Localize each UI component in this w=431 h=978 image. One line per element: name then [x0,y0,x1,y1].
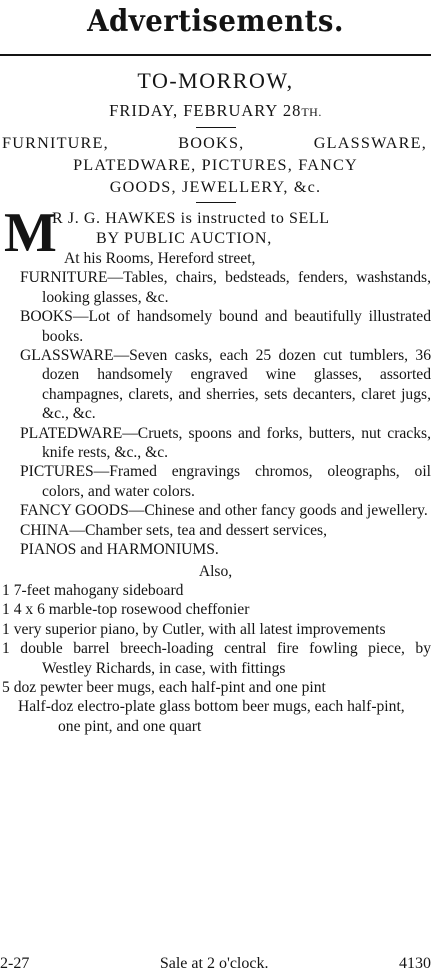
short-divider [196,127,236,128]
masthead-title: Advertisements. [87,4,344,39]
also-heading: Also, [198,562,233,580]
lot-books: BOOKS—Lot of handsomely bound and beautifully illustrated books. [20,308,431,345]
footer-date-code: 2-27 [0,955,30,972]
goods-summary [0,132,431,198]
sale-item-piano: 1 very superior piano, by Cutler, with all latest improvements [2,620,386,638]
lot-furniture: FURNITURE—Tables, chairs, bedsteads, fenders, washstands, looking glasses, &c. [20,269,431,306]
goods-summary-line1 [0,132,431,154]
masthead-rule [0,54,431,56]
sale-item-fowling-piece: 1 double barrel breech-loading central fire fowling piece, by Westley Richards, in case, with fittings [2,640,431,677]
sale-item-electroplate-mugs: Half-doz electro-plate glass bottom beer mugs, each half-pint, one pint, and one quart [18,698,405,735]
lot-pictures: PICTURES—Framed engravings chromos, oleographs, oil colors, and water colors. [20,463,431,500]
short-divider-2 [196,202,236,203]
auction-intro [0,202,431,268]
lot-platedware: PLATEDWARE—Cruets, spoons and forks, butters, nut cracks, knife rests, &c., &c. [20,424,431,462]
footer-sale-time: Sale at 2 o'clock. [159,955,269,972]
advert-footer [0,954,431,973]
sale-date-suffix: TH. [301,105,322,119]
goods-glassware: GLASSWARE, [313,134,427,152]
sale-item-pewter-mugs: 5 doz pewter beer mugs, each half-pint and one pint [2,678,326,696]
lot-china: CHINA—Chamber sets, tea and dessert services, [20,521,328,539]
lot-pianos: PIANOS and HARMONIUMS. [20,541,219,559]
lot-glassware: GLASSWARE—Seven casks, each 25 dozen cut tumblers, 36 dozen handsomely engraved wine glasses, assorted champagnes, clarets, and sherries, sets decanters, claret jugs, &c., &c. [20,347,431,423]
intro-line-1: R J. G. HAWKES is instructed to SELL [52,210,330,227]
goods-summary-line2: PLATEDWARE, PICTURES, FANCY [73,156,358,174]
goods-summary-line3: GOODS, JEWELLERY, &c. [109,178,322,196]
drop-cap-letter: M [4,202,57,264]
sale-date-heading [0,100,431,123]
intro-line-3: At his Rooms, Hereford street, [64,250,256,267]
sale-item-cheffonier: 1 4 x 6 marble-top rosewood cheffonier [2,601,250,619]
lot-fancy-goods: FANCY GOODS—Chinese and other fancy goods and jewellery. [20,502,428,520]
sale-date-text: FRIDAY, FEBRUARY 28 [109,101,302,120]
goods-furniture: FURNITURE, [2,134,109,152]
sale-item-sideboard: 1 7-feet mahogany sideboard [2,581,184,599]
goods-books: BOOKS, [178,134,245,152]
sale-day-heading: TO-MORROW, [137,68,294,93]
intro-line-2: BY PUBLIC AUCTION, [96,230,273,247]
footer-advert-number: 4130 [398,955,431,972]
